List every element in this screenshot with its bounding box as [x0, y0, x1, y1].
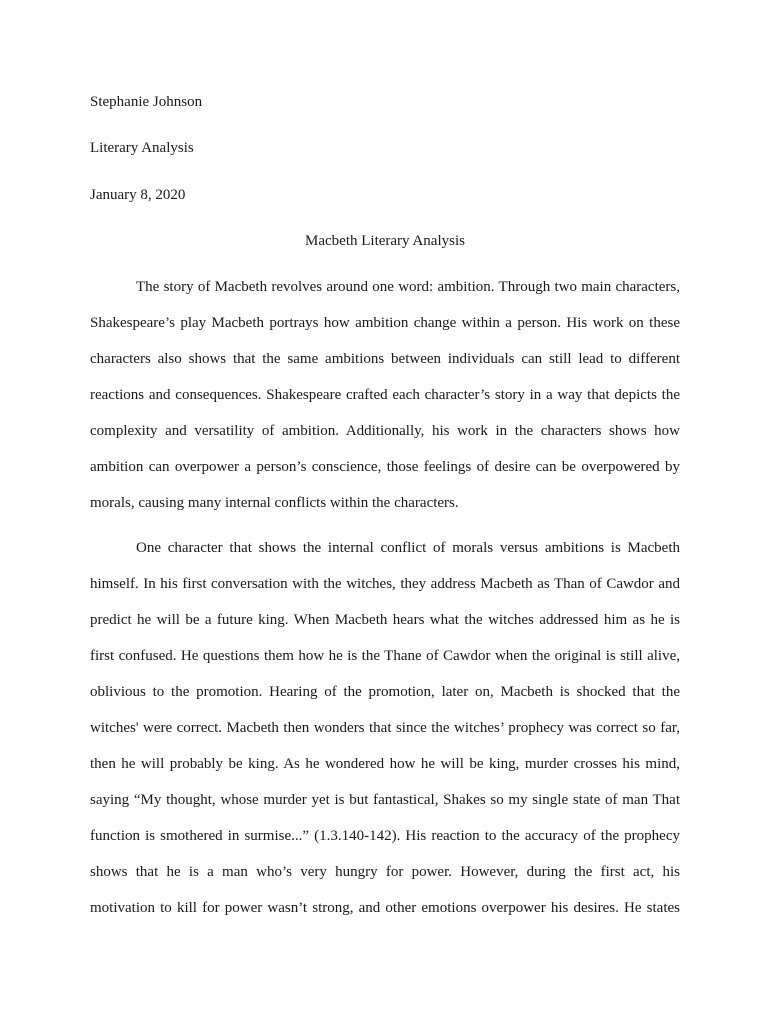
paragraph-line: Shakespeare’s play Macbeth portrays how ambition change within a person. His work on these [90, 315, 680, 331]
document-title: Macbeth Literary Analysis [305, 233, 465, 249]
paragraph-line: oblivious to the promotion. Hearing of the promotion, later on, Macbeth is shocked that the [90, 684, 680, 700]
paragraph-line: motivation to kill for power wasn’t strong, and other emotions overpower his desires. He states [90, 900, 680, 916]
paragraph-line: The story of Macbeth revolves around one word: ambition. Through two main characters, [136, 279, 680, 295]
paragraph-line: characters also shows that the same ambitions between individuals can still lead to different [90, 351, 680, 367]
paragraph-line: shows that he is a man who’s very hungry for power. However, during the first act, his [90, 864, 680, 880]
paragraph-line: witches' were correct. Macbeth then wonders that since the witches’ prophecy was correct so far, [90, 720, 680, 736]
paragraph-line: morals, causing many internal conflicts within the characters. [90, 495, 459, 511]
paragraph-line: himself. In his first conversation with the witches, they address Macbeth as Than of Cawdor and [90, 576, 680, 592]
document-date: January 8, 2020 [90, 187, 186, 203]
paragraph-line: then he will probably be king. As he wondered how he will be king, murder crosses his mind, [90, 756, 680, 772]
paragraph-line: ambition can overpower a person’s conscience, those feelings of desire can be overpowered by [90, 459, 680, 475]
paragraph-line: One character that shows the internal conflict of morals versus ambitions is Macbeth [136, 540, 680, 556]
course-name: Literary Analysis [90, 140, 194, 156]
paragraph-line: predict he will be a future king. When Macbeth hears what the witches addressed him as he is [90, 612, 680, 628]
paragraph-line: function is smothered in surmise...” (1.3.140-142). His reaction to the accuracy of the prophecy [90, 828, 680, 844]
paragraph-line: saying “My thought, whose murder yet is but fantastical, Shakes so my single state of man That [90, 792, 680, 808]
paragraph-line: first confused. He questions them how he is the Thane of Cawdor when the original is still alive, [90, 648, 680, 664]
paragraph-line: complexity and versatility of ambition. Additionally, his work in the characters shows how [90, 423, 680, 439]
author-name: Stephanie Johnson [90, 94, 203, 110]
paragraph-line: reactions and consequences. Shakespeare crafted each character’s story in a way that depicts the [90, 387, 680, 403]
